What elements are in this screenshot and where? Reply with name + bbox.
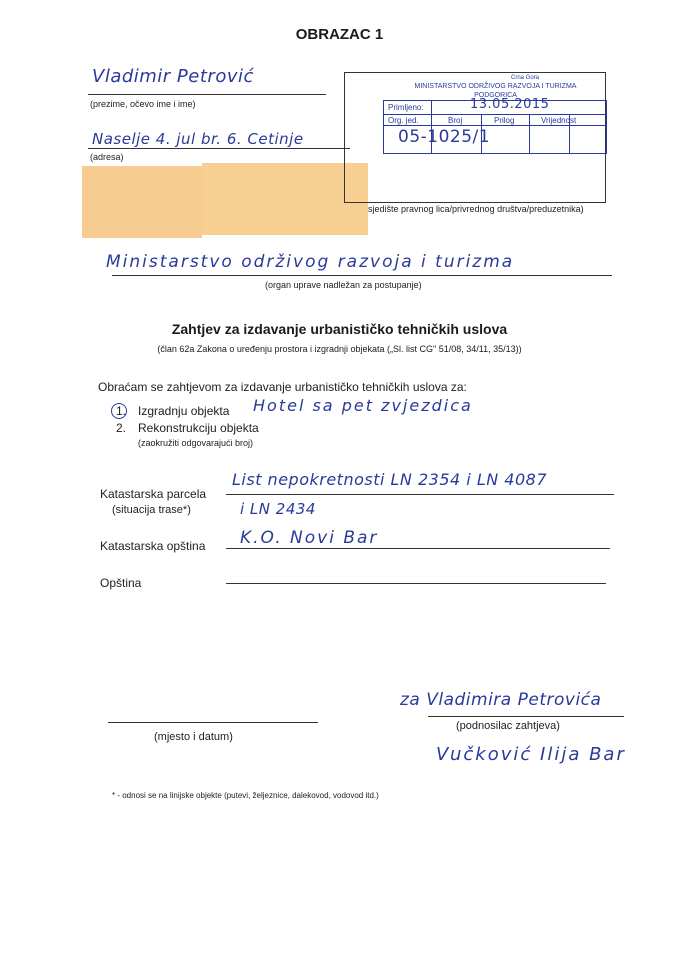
cadastral-parcel-value: List nepokretnosti LN 2354 i LN 4087: [232, 470, 548, 489]
request-subheading: (član 62a Zakona o uređenju prostora i izgradnji objekata („Sl. list CG" 51/08, 34/11, 35/13)): [157, 344, 522, 354]
options-hint: (zaokružiti odgovarajući broj): [138, 438, 254, 448]
applicant-name-label: (prezime, očevo ime i ime): [90, 99, 196, 109]
footnote: * - odnosi se na linijske objekte (putevi, željeznice, dalekovod, vodovod itd.): [112, 791, 379, 800]
stamp-col-org: Org. jed.: [388, 116, 419, 125]
option-2-number: 2.: [116, 421, 127, 435]
option-1-number: 1.: [116, 404, 127, 418]
cadastral-municipality-line: [226, 548, 610, 549]
stamp-ministry: MINISTARSTVO ODRŽIVOG RAZVOJA I TURIZMA: [414, 83, 577, 90]
representative-signature: Vučković Ilija Bar: [436, 744, 626, 765]
cadastral-parcel-label: Katastarska parcela: [100, 487, 207, 501]
route-label: (situacija trase*): [112, 504, 191, 516]
cadastral-municipality-label: Katastarska opština: [100, 539, 206, 553]
request-heading: Zahtjev za izdavanje urbanističko tehničkih uslova: [171, 321, 508, 337]
authority-name: Ministarstvo održivog razvoja i turizma: [106, 252, 515, 272]
stamp-file-number: 05-1025/1: [398, 127, 491, 147]
place-date-label: (mjesto i datum): [154, 731, 233, 743]
option-1-value: Hotel sa pet zvjezdica: [253, 396, 473, 415]
cadastral-parcel-value-2: i LN 2434: [240, 500, 316, 518]
stamp-col-number: Broj: [448, 116, 463, 125]
stamp-col-attachment: Prilog: [494, 116, 515, 125]
stamp-col-value: Vrijednost: [541, 116, 577, 125]
address-line: [88, 148, 350, 149]
stamp-received-date: 13.05.2015: [470, 97, 550, 112]
stamp-table: [383, 97, 607, 154]
authority-label: (organ uprave nadležan za postupanje): [265, 280, 422, 290]
applicant-name-line: [88, 94, 326, 95]
municipality-line: [226, 583, 606, 584]
authority-line: [112, 275, 612, 276]
stamp-country: Crna Gora: [511, 75, 540, 81]
signature-line: [428, 716, 624, 717]
request-intro: Obraćam se zahtjevom za izdavanje urbanističko tehničkih uslova za:: [98, 380, 467, 394]
legal-entity-label: sjedište pravnog lica/privrednog društva/preduzetnika): [368, 204, 584, 214]
applicant-label: (podnosilac zahtjeva): [456, 720, 560, 732]
stamp-received-label: Primljeno:: [388, 103, 424, 112]
option-1-label: Izgradnju objekta: [138, 404, 230, 418]
registry-stamp-frame: [344, 72, 606, 203]
address-label: (adresa): [90, 152, 124, 162]
redaction-box: [82, 166, 202, 238]
signature-on-behalf: za Vladimira Petrovića: [400, 690, 602, 710]
option-2-label: Rekonstrukciju objekta: [138, 421, 259, 435]
stamp-city: PODGORICA: [474, 92, 517, 99]
municipality-label: Opština: [100, 576, 142, 590]
applicant-name: Vladimir Petrović: [92, 66, 254, 87]
applicant-address: Naselje 4. jul br. 6. Cetinje: [92, 130, 304, 148]
cadastral-municipality-value: K.O. Novi Bar: [240, 528, 379, 548]
form-title: OBRAZAC 1: [295, 26, 384, 43]
cadastral-parcel-line: [226, 494, 614, 495]
place-date-line: [108, 722, 318, 723]
